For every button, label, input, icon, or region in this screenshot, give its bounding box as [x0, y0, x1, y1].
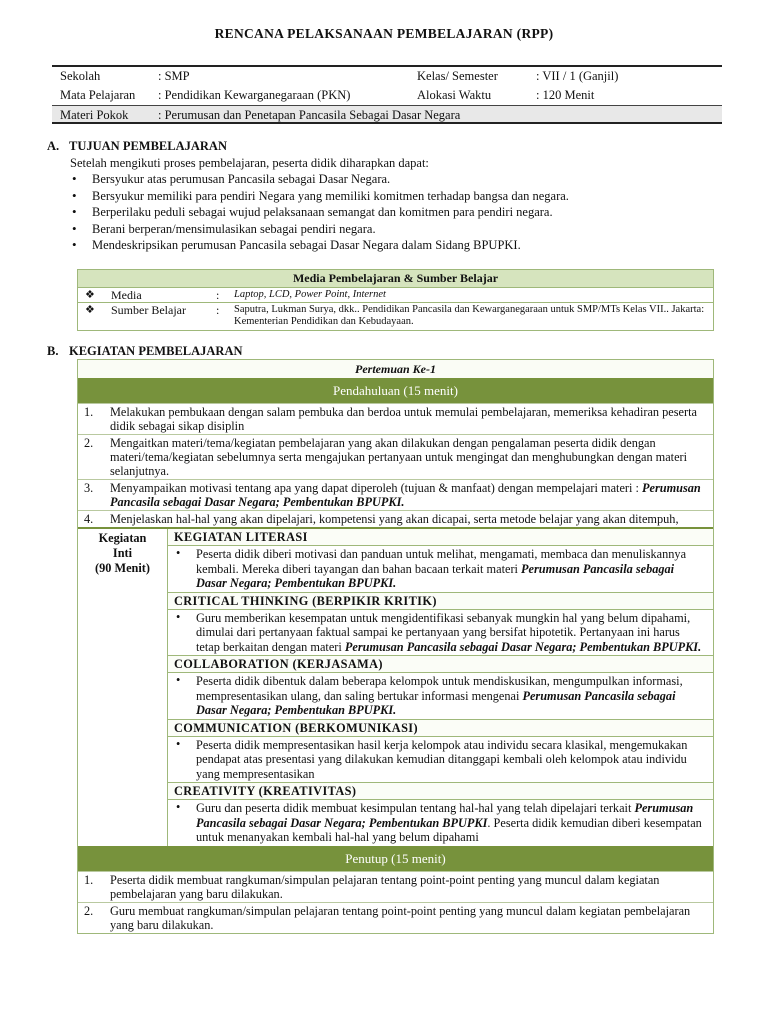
step-emphasis: Perumusan Pancasila sebagai Dasar Negara; Pembentukan BPUPKI.	[110, 481, 701, 509]
creativity-text: Guru dan peserta didik membuat kesimpulan tentang hal-hal yang telah dipelajari terkait	[196, 801, 635, 815]
section-b-heading	[47, 344, 243, 359]
media-table-header: Media Pembelajaran & Sumber Belajar	[78, 270, 713, 287]
list-item: • Bersyukur memiliki para pendiri Negara yang memiliki komitmen terhadap bangsa dan negara.	[70, 189, 730, 206]
step-number: 3.	[84, 481, 94, 495]
kegiatan-inti-label	[78, 529, 168, 846]
literasi-text: Peserta didik diberi motivasi dan panduan untuk melihat, mengamati, membaca dan menuliskannya kembali. Mereka diberi tayangan dan bahan bacaan terkait materi	[196, 547, 687, 576]
literasi-heading: KEGIATAN LITERASI	[168, 529, 713, 546]
critical-body	[168, 610, 713, 657]
step-text: Menyampaikan motivasi tentang apa yang dapat diperoleh (tujuan & manfaat) dengan mempelajari materi :	[110, 481, 642, 495]
literasi-body	[168, 546, 713, 593]
header-info-table	[52, 65, 722, 124]
sekolah-label: Sekolah	[60, 69, 101, 83]
step-number: 4.	[84, 512, 94, 526]
communication-heading: COMMUNICATION (BERKOMUNIKASI)	[168, 720, 713, 737]
table-row	[78, 434, 713, 479]
creativity-tail: . Peserta didik kemudian diberi kesempatan untuk menanyakan kembali hal-hal yang belum dipahami	[196, 815, 702, 844]
kegiatan-inti-content	[168, 529, 713, 846]
table-row	[78, 871, 713, 902]
inti-label-line: Inti	[112, 546, 133, 560]
media-row	[78, 287, 713, 302]
step-text: Menjelaskan hal-hal yang akan dipelajari, kompetensi yang akan dicapai, serta metode belajar yang akan ditempuh,	[110, 512, 679, 526]
alokasi-value: : 120 Menit	[536, 88, 595, 102]
media-label: Media	[111, 288, 142, 302]
kegiatan-inti-section	[78, 527, 713, 846]
table-row	[78, 479, 713, 510]
sumber-value: Saputra, Lukman Surya, dkk.. Pendidikan Pancasila dan Kewarganegaraan untuk SMP/MTs Kelas VII.. Jakarta: Kementerian Pendidikan dan Kebudayaan.	[234, 304, 705, 327]
creativity-emphasis: Perumusan Pancasila sebagai Dasar Negara; Pembentukan BPUPKI	[196, 801, 694, 830]
sumber-colon: :	[216, 303, 220, 317]
list-item: • Mendeskripsikan perumusan Pancasila sebagai Dasar Negara dalam Sidang BPUPKI.	[70, 238, 730, 255]
critical-heading: CRITICAL THINKING (BERPIKIR KRITIK)	[168, 593, 713, 610]
document-title: RENCANA PELAKSANAAN PEMBELAJARAN (RPP)	[214, 26, 554, 41]
step-text: Mengaitkan materi/tema/kegiatan pembelajaran yang akan dilakukan dengan pengalaman peserta didik dengan materi/tema/kegiatan sebelumnya serta mengajukan pertanyaan untuk mengingat dan menghubungkan dengan materi selanjutnya.	[110, 436, 688, 478]
media-value: Laptop, LCD, Power Point, Internet	[234, 289, 386, 300]
step-number: 2.	[84, 903, 94, 918]
collaboration-emphasis: Perumusan Pancasila sebagai Dasar Negara; Pembentukan BPUPKI.	[196, 688, 676, 717]
list-item: • Berani berperan/mensimulasikan sebagai pendiri negara.	[70, 222, 730, 239]
literasi-emphasis: Perumusan Pancasila sebagai Dasar Negara; Pembentukan BPUPKI.	[196, 561, 675, 590]
section-a-title: TUJUAN PEMBELAJARAN	[69, 139, 227, 153]
collaboration-heading: COLLABORATION (KERJASAMA)	[168, 656, 713, 673]
step-number: 1.	[84, 405, 94, 419]
sumber-label: Sumber Belajar	[111, 303, 186, 317]
sekolah-value: : SMP	[158, 69, 190, 83]
penutup-band: Penutup (15 menit)	[78, 846, 713, 871]
creativity-body	[168, 800, 713, 846]
kegiatan-table	[77, 359, 714, 934]
kelas-value: : VII / 1 (Ganjil)	[536, 69, 619, 83]
kelas-label: Kelas/ Semester	[417, 69, 498, 83]
media-colon: :	[216, 288, 220, 302]
creativity-heading: CREATIVITY (KREATIVITAS)	[168, 783, 713, 800]
list-item: • Bersyukur atas perumusan Pancasila sebagai Dasar Negara.	[70, 172, 730, 189]
materi-row	[52, 105, 722, 124]
collaboration-body	[168, 673, 713, 720]
collaboration-text: Peserta didik dibentuk dalam beberapa kelompok untuk mendiskusikan, mengumpulkan informasi, mempresentasikan ulang, dan saling bertukar informasi mengenai	[196, 674, 683, 703]
table-row	[78, 510, 713, 527]
media-table	[77, 269, 714, 331]
diamond-bullet-icon: ❖	[85, 289, 95, 301]
section-a-intro: Setelah mengikuti proses pembelajaran, peserta didik diharapkan dapat:	[70, 156, 429, 170]
step-text: Melakukan pembukaan dengan salam pembuka dan berdoa untuk memulai pembelajaran, memeriksa kehadiran peserta didik sebagai sikap disiplin	[110, 405, 697, 433]
mapel-label: Mata Pelajaran	[60, 88, 136, 102]
communication-body	[168, 737, 713, 784]
step-number: 2.	[84, 436, 94, 450]
sumber-row	[78, 302, 713, 330]
step-text: Peserta didik membuat rangkuman/simpulan pelajaran tentang point-point penting yang muncul dalam kegiatan pembelajaran yang baru dilakukan.	[110, 872, 660, 901]
step-number: 1.	[84, 872, 94, 887]
section-b-title: KEGIATAN PEMBELAJARAN	[69, 344, 243, 358]
pertemuan-title: Pertemuan Ke-1	[78, 360, 713, 378]
critical-text: Guru memberikan kesempatan untuk mengidentifikasi sebanyak mungkin hal yang belum dipahami, dimulai dari pertanyaan faktual sampai ke pertanyaan yang bersifat hipotetik. Pertanyaan ini harus tetap berkaitan dengan materi	[196, 610, 691, 654]
section-a-number: A.	[47, 139, 60, 153]
critical-emphasis: Perumusan Pancasila sebagai Dasar Negara; Pembentukan BPUPKI.	[344, 639, 702, 654]
table-row	[78, 403, 713, 434]
table-row	[78, 902, 713, 933]
step-text: Guru membuat rangkuman/simpulan pelajaran tentang point-point penting yang muncul dalam kegiatan pembelajaran yang baru dilakukan.	[110, 903, 691, 932]
diamond-bullet-icon: ❖	[85, 304, 95, 316]
communication-text: Peserta didik mempresentasikan hasil kerja kelompok atau individu secara klasikal, mengemukakan pendapat atas presentasi yang dilakukan kemudian ditanggapi kembali oleh kelompok atau individu yang mempresentasikan	[196, 737, 688, 781]
section-a-heading	[47, 139, 227, 154]
pendahuluan-band: Pendahuluan (15 menit)	[78, 378, 713, 403]
mapel-value: : Pendidikan Kewarganegaraan (PKN)	[158, 88, 351, 102]
info-row-1	[52, 67, 722, 86]
list-item: • Berperilaku peduli sebagai wujud pelaksanaan semangat dan komitmen para pendiri negara.	[70, 205, 730, 222]
materi-value: : Perumusan dan Penetapan Pancasila Sebagai Dasar Negara	[158, 108, 461, 122]
info-row-2	[52, 86, 722, 105]
materi-label: Materi Pokok	[60, 108, 129, 122]
inti-label-line: Kegiatan	[98, 531, 147, 545]
inti-label-line: (90 Menit)	[95, 561, 150, 575]
section-b-number: B.	[47, 344, 59, 358]
alokasi-label: Alokasi Waktu	[417, 88, 492, 102]
tujuan-list	[70, 172, 730, 255]
